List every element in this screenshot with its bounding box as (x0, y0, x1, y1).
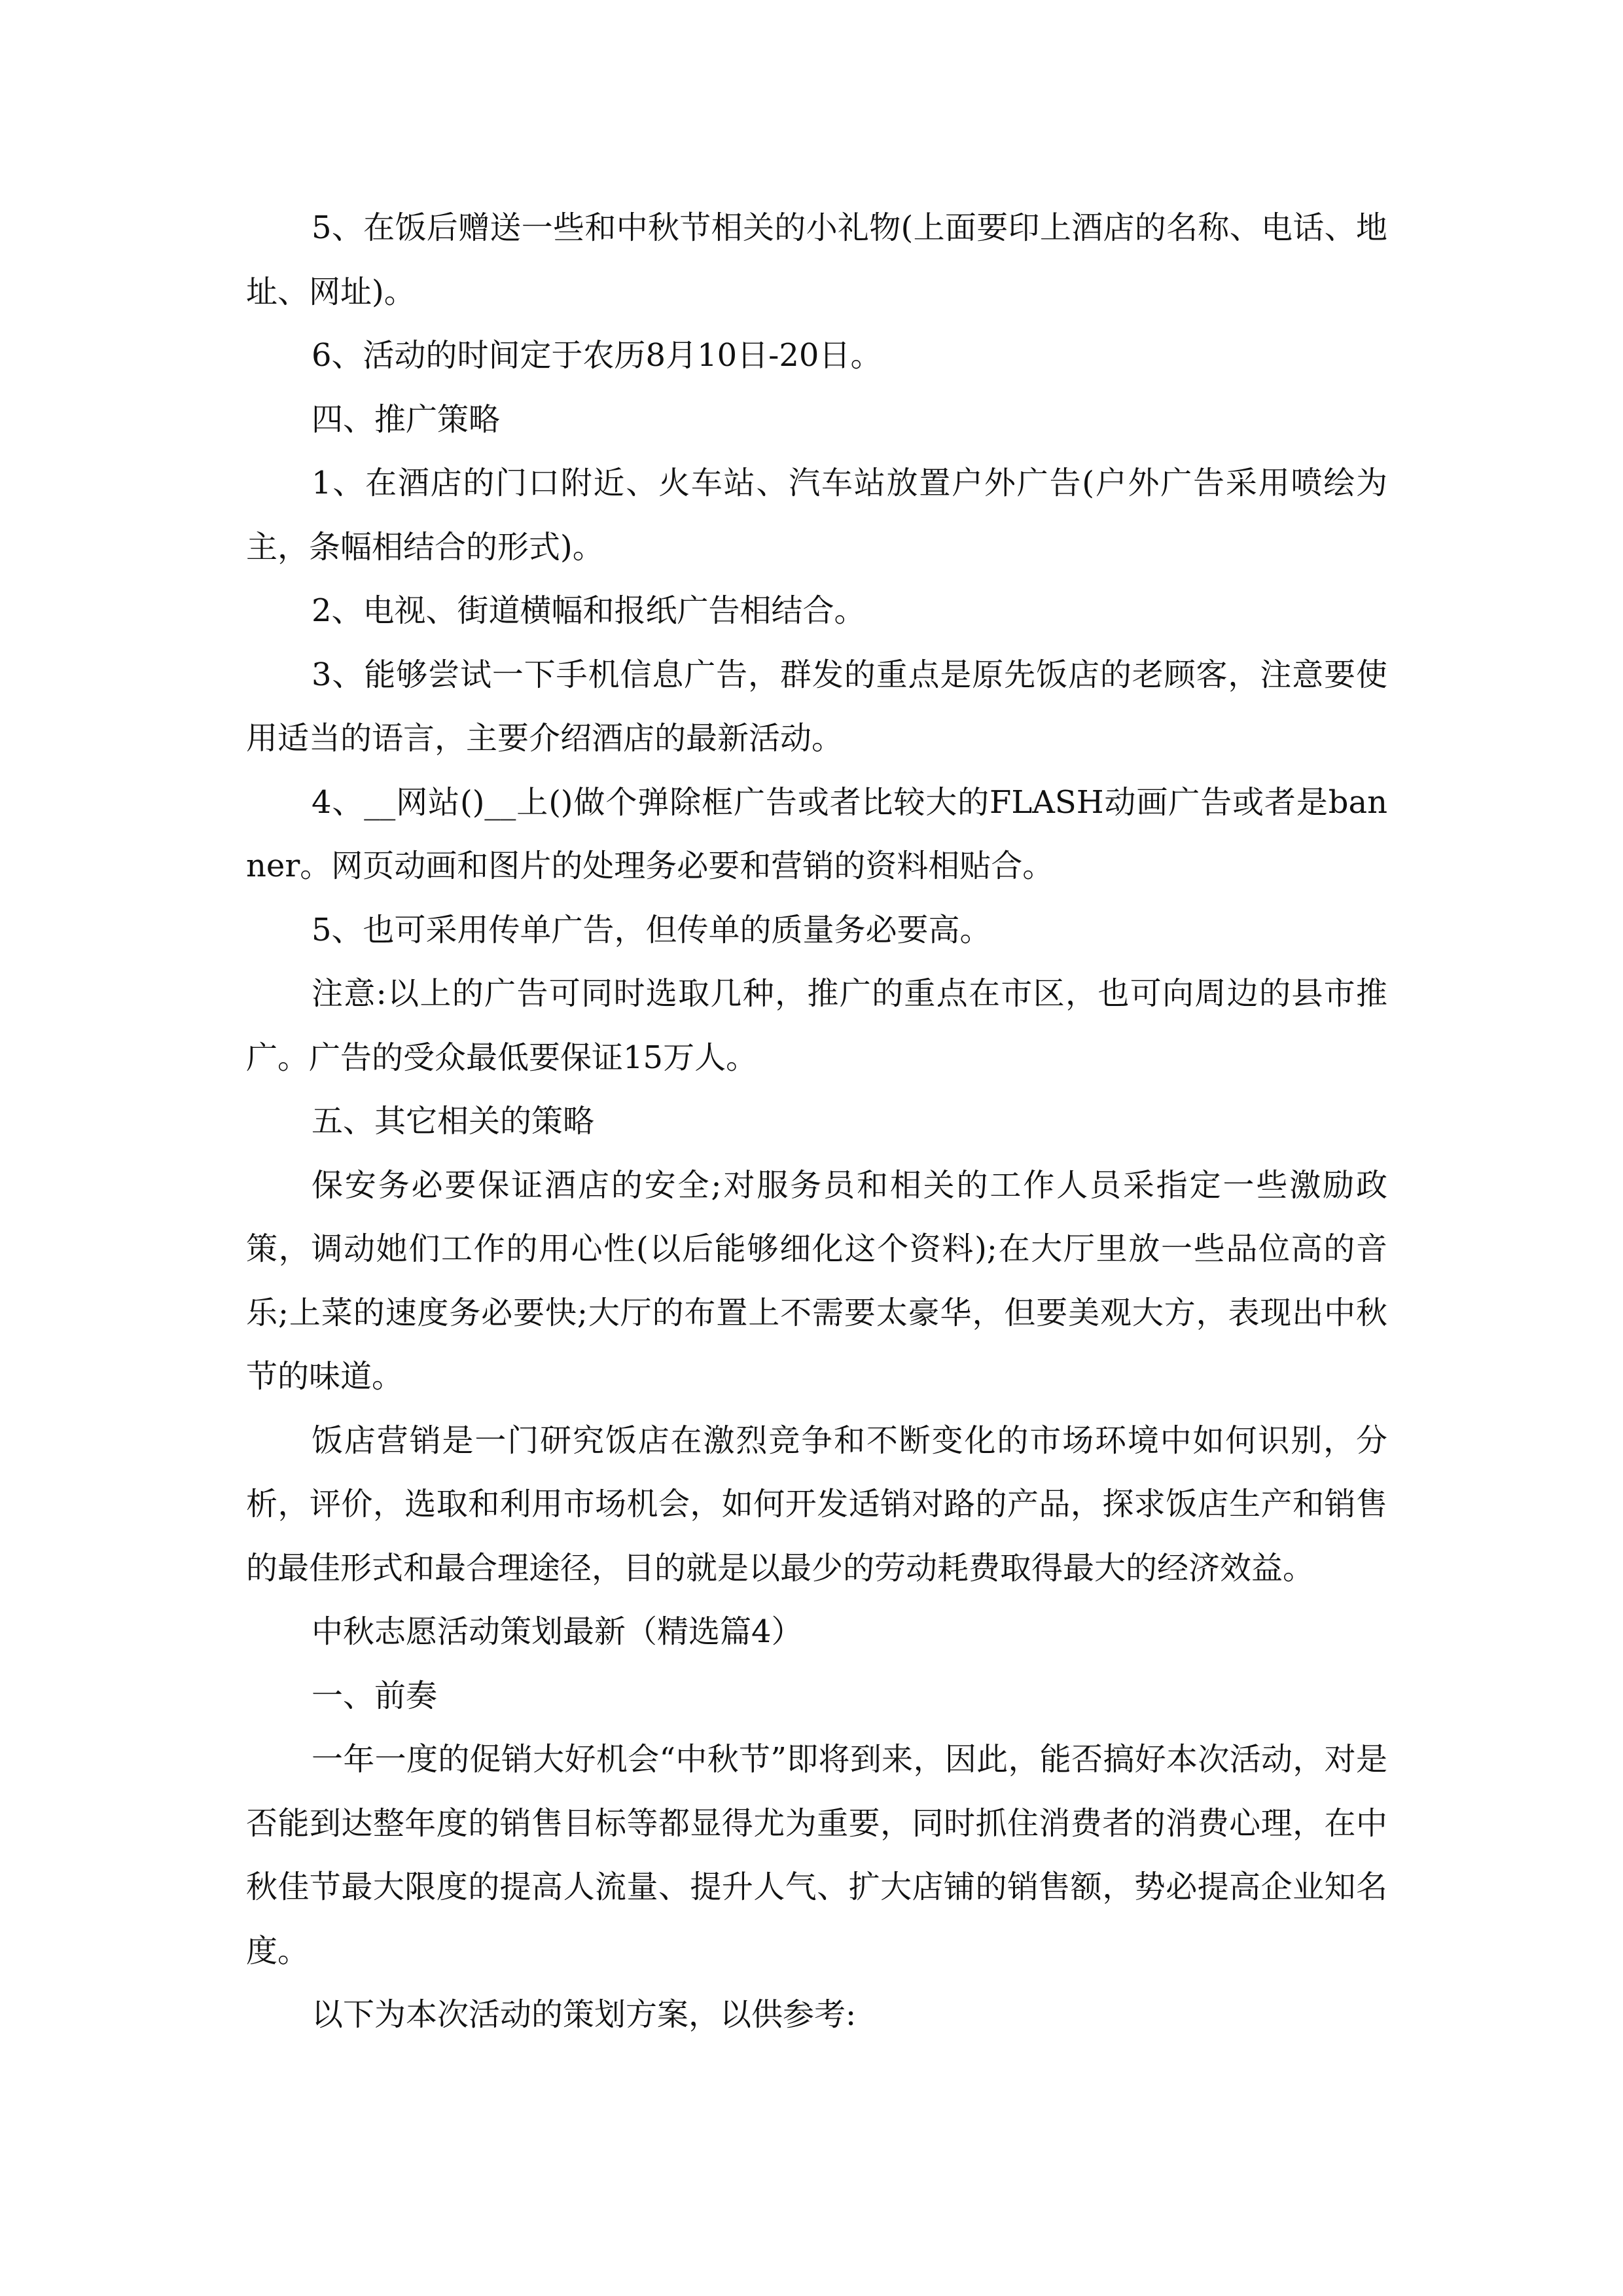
section-heading-promotion: 四、推广策略 (312, 401, 501, 438)
section-heading-prelude: 一、前奏 (312, 1677, 438, 1714)
article-title: 中秋志愿活动策划最新（精选篇4） (312, 1613, 803, 1650)
activity-time-paragraph: 6、活动的时间定于农历8月10日-20日。 (312, 337, 882, 374)
tv-ads-paragraph: 2、电视、街道横幅和报纸广告相结合。 (312, 592, 866, 629)
ads-note-paragraph: 注意:以上的广告可同时选取几种，推广的重点在市区，也可向周边的县市推广。广告的受众最低要保证15万人。 (246, 975, 1387, 1076)
sms-ads-paragraph: 3、能够尝试一下手机信息广告，群发的重点是原先饭店的老顾客，注意要使用适当的语言，主要介绍酒店的最新活动。 (246, 656, 1387, 757)
flyer-ads-paragraph: 5、也可采用传单广告，但传单的质量务必要高。 (312, 911, 991, 948)
web-ads-paragraph: 4、__网站()__上()做个弹除框广告或者比较大的FLASH动画广告或者是banner。网页动画和图片的处理务必要和营销的资料相贴合。 (246, 783, 1387, 884)
security-strategy-paragraph: 保安务必要保证酒店的安全;对服务员和相关的工作人员采指定一些激励政策，调动她们工作的用心性(以后能够细化这个资料);在大厅里放一些品位高的音乐;上菜的速度务必要快;大厅的布置上不需要太豪华，但要美观大方，表现出中秋节的味道。 (246, 1166, 1387, 1395)
prelude-paragraph: 一年一度的促销大好机会“中秋节”即将到来，因此，能否搞好本次活动，对是否能到达整年度的销售目标等都显得尤为重要，同时抓住消费者的消费心理，在中秋佳节最大限度的提高人流量、提升人气、扩大店铺的销售额，势必提高企业知名度。 (246, 1741, 1387, 1969)
outdoor-ads-paragraph: 1、在酒店的门口附近、火车站、汽车站放置户外广告(户外广告采用喷绘为主，条幅相结合的形式)。 (246, 465, 1387, 565)
hotel-marketing-paragraph: 饭店营销是一门研究饭店在激烈竞争和不断变化的市场环境中如何识别，分析，评价，选取和利用市场机会，如何开发适销对路的产品，探求饭店生产和销售的最佳形式和最合理途径，目的就是以最少的劳动耗费取得最大的经济效益。 (246, 1422, 1387, 1587)
plan-intro-paragraph: 以下为本次活动的策划方案，以供参考: (312, 1996, 857, 2033)
gift-item-paragraph: 5、在饭后赠送一些和中秋节相关的小礼物(上面要印上酒店的名称、电话、地址、网址)。 (246, 209, 1387, 310)
document-page (246, 196, 1387, 2047)
section-heading-other-strategies: 五、其它相关的策略 (312, 1103, 595, 1139)
